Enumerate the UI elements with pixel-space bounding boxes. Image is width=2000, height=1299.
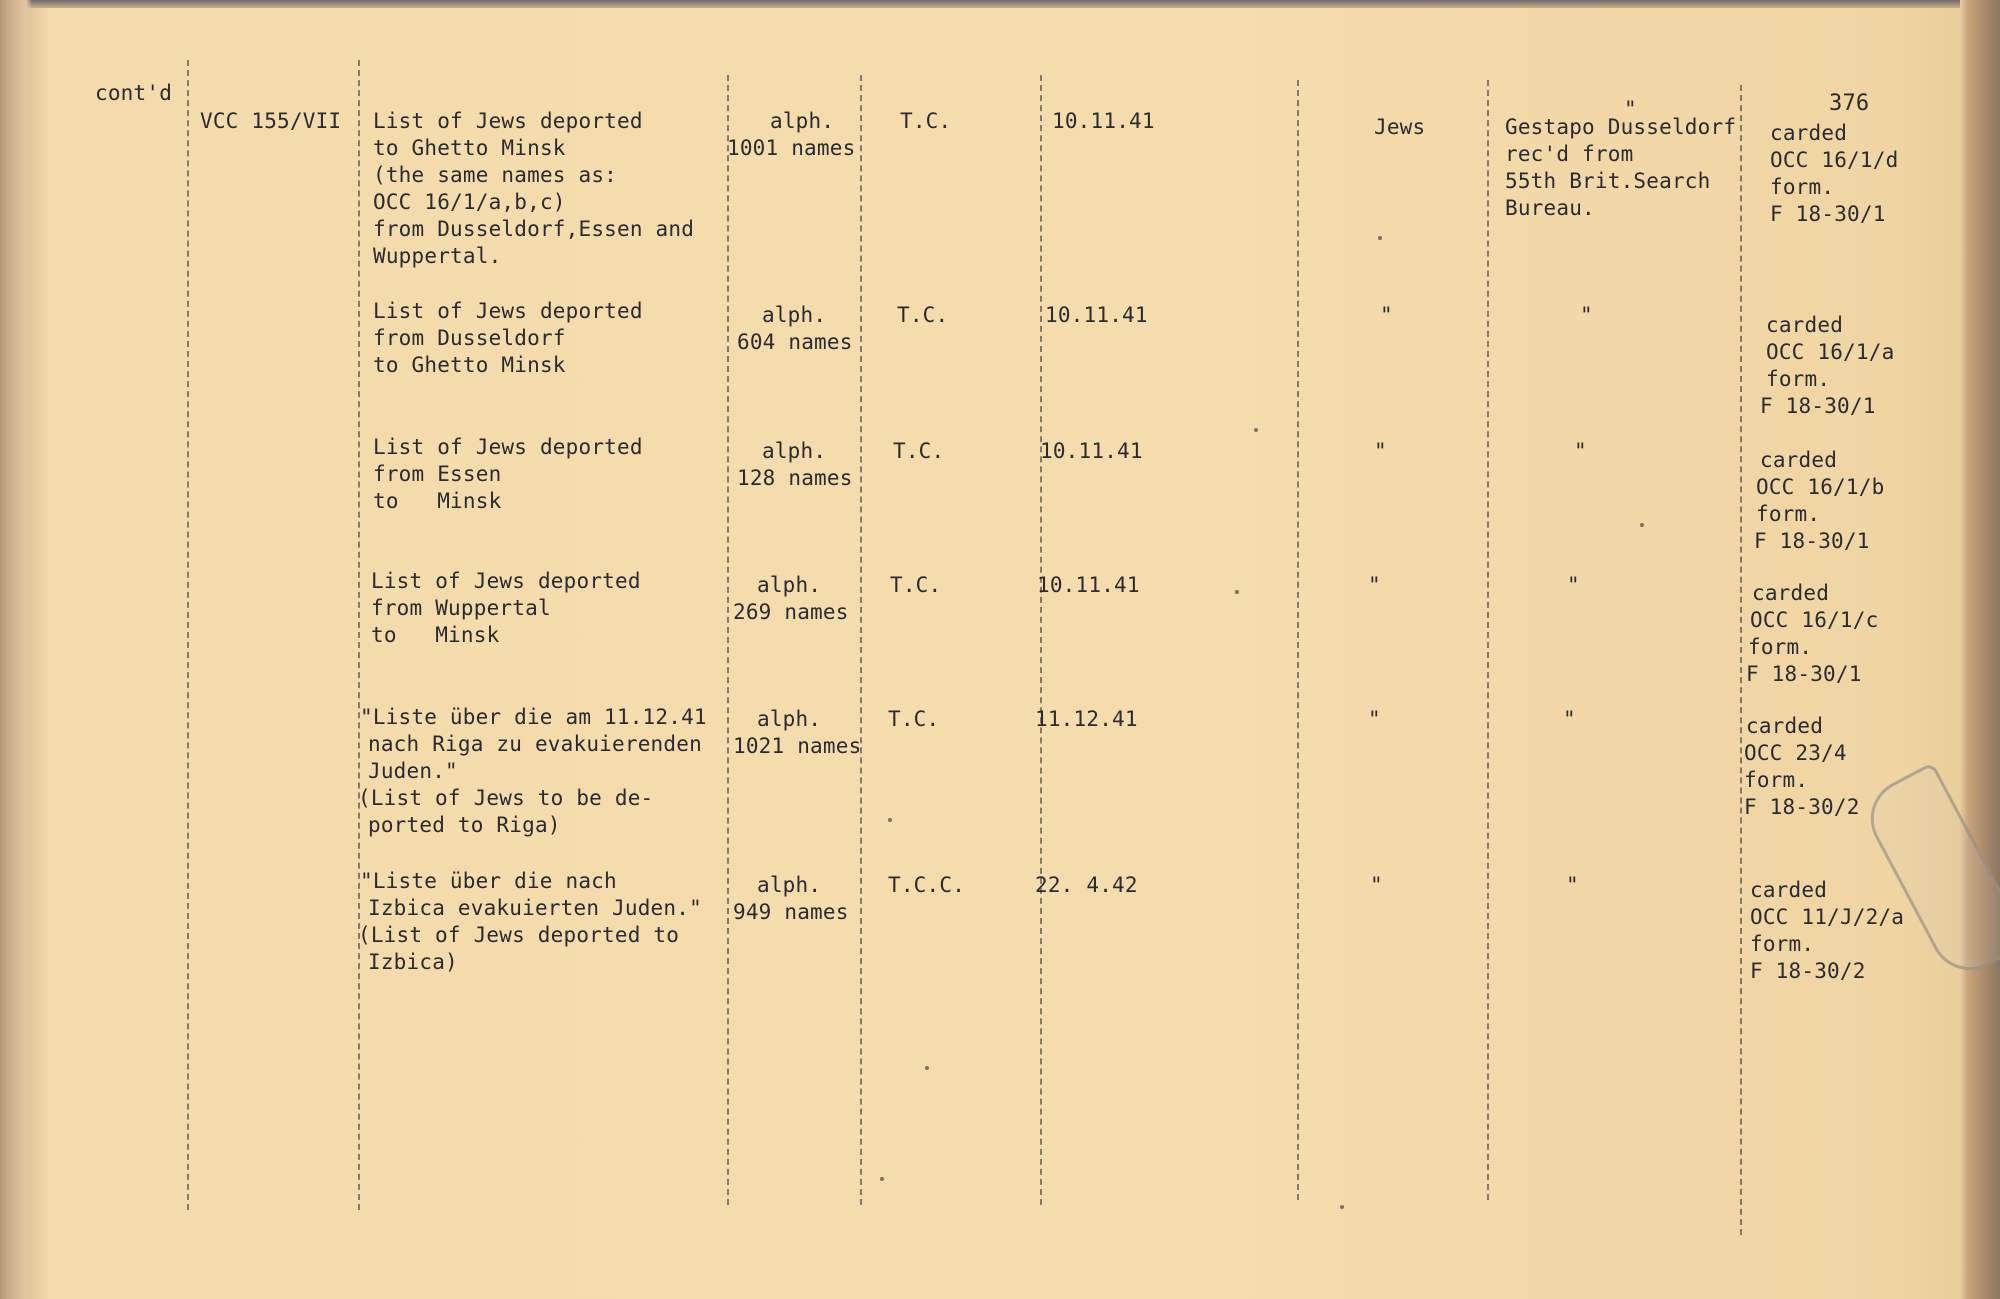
date-cell: 10.11.41 — [1045, 303, 1148, 327]
remarks-line: carded — [1752, 581, 1830, 605]
arrangement-line: alph. — [762, 439, 827, 463]
remarks-line: form. — [1750, 932, 1815, 956]
remarks-line: form. — [1766, 367, 1831, 391]
description-line: (List of Jews to be de- — [358, 786, 654, 810]
type-cell: T.C. — [893, 439, 945, 463]
remarks-line: F 18-30/2 — [1744, 795, 1860, 819]
description-line: "Liste über die am 11.12.41 — [360, 705, 707, 729]
column-rule — [1040, 75, 1042, 1205]
description-line: List of Jews deported — [371, 569, 641, 593]
description-line: from Dusseldorf,Essen and — [373, 217, 695, 241]
page-number: 376 — [1829, 91, 1870, 116]
description-line: "Liste über die nach — [360, 869, 617, 893]
ink-speck — [1235, 590, 1239, 594]
contd-label: cont'd — [95, 81, 173, 105]
description-line: to Ghetto Minsk — [373, 136, 566, 160]
remarks-line: OCC 16/1/c — [1750, 608, 1879, 632]
ink-speck — [925, 1066, 929, 1070]
type-cell: T.C. — [900, 109, 952, 133]
remarks-line: OCC 23/4 — [1744, 741, 1847, 765]
column-rule — [358, 60, 360, 1210]
description-line: nach Riga zu evakuierenden — [368, 732, 702, 756]
column-rule — [727, 75, 729, 1205]
remarks-line: form. — [1756, 502, 1821, 526]
remarks-line: OCC 16/1/d — [1770, 148, 1899, 172]
type-cell: T.C. — [890, 573, 942, 597]
subject-cell: " — [1370, 873, 1383, 897]
remarks-line: form. — [1748, 635, 1813, 659]
remarks-line: OCC 11/J/2/a — [1750, 905, 1905, 929]
column-rule — [860, 75, 862, 1205]
description-line: from Wuppertal — [371, 596, 551, 620]
type-cell: T.C. — [897, 303, 949, 327]
paper-clip — [1857, 762, 2000, 984]
description-line: from Essen — [373, 462, 502, 486]
source-line: 55th Brit.Search — [1505, 169, 1711, 193]
description-line: to Minsk — [373, 489, 502, 513]
arrangement-line: 1021 names — [733, 734, 862, 758]
ink-speck — [1254, 428, 1258, 432]
ink-speck — [880, 1177, 884, 1181]
subject-cell: " — [1380, 303, 1393, 327]
description-line: OCC 16/1/a,b,c) — [373, 190, 566, 214]
description-line: to Ghetto Minsk — [373, 353, 566, 377]
arrangement-line: 1001 names — [727, 136, 856, 160]
source-line: Bureau. — [1505, 196, 1595, 220]
subject-cell: " — [1368, 707, 1381, 731]
date-cell: 22. 4.42 — [1035, 873, 1138, 897]
description-line: (List of Jews deported to — [358, 923, 680, 947]
source-line: " — [1563, 707, 1576, 731]
description-line: List of Jews deported — [373, 299, 643, 323]
source-line: " — [1567, 573, 1580, 597]
description-line: List of Jews deported — [373, 435, 643, 459]
date-cell: 10.11.41 — [1040, 439, 1143, 463]
remarks-line: carded — [1746, 714, 1824, 738]
description-line: ported to Riga) — [368, 813, 561, 837]
arrangement-line: alph. — [770, 109, 835, 133]
subject-cell: Jews — [1374, 115, 1426, 139]
ink-speck — [1340, 1205, 1344, 1209]
remarks-line: carded — [1770, 121, 1848, 145]
arrangement-line: 604 names — [737, 330, 853, 354]
column-rule — [1740, 85, 1742, 1235]
remarks-line: OCC 16/1/a — [1766, 340, 1895, 364]
remarks-line: F 18-30/2 — [1750, 959, 1866, 983]
description-line: Wuppertal. — [373, 244, 502, 268]
arrangement-line: alph. — [757, 873, 822, 897]
arrangement-line: alph. — [757, 707, 822, 731]
subject-cell: " — [1368, 573, 1381, 597]
book-binding-shadow — [0, 0, 32, 1299]
remarks-line: form. — [1744, 768, 1809, 792]
reference-number: VCC 155/VII — [200, 109, 342, 133]
description-line: (the same names as: — [373, 163, 618, 187]
remarks-line: carded — [1766, 313, 1844, 337]
remarks-line: F 18-30/1 — [1754, 529, 1870, 553]
subject-cell: " — [1374, 439, 1387, 463]
remarks-line: carded — [1750, 878, 1828, 902]
date-cell: 10.11.41 — [1037, 573, 1140, 597]
date-cell: 11.12.41 — [1035, 707, 1138, 731]
description-line: Izbica) — [368, 950, 458, 974]
column-rule — [187, 60, 189, 1210]
ditto-mark: " — [1624, 97, 1637, 121]
arrangement-line: alph. — [762, 303, 827, 327]
source-line: " — [1566, 873, 1579, 897]
column-rule — [1297, 80, 1299, 1200]
arrangement-line: 128 names — [737, 466, 853, 490]
description-line: List of Jews deported — [373, 109, 643, 133]
ink-speck — [888, 818, 892, 822]
ink-speck — [1640, 523, 1644, 527]
arrangement-line: 269 names — [733, 600, 849, 624]
date-cell: 10.11.41 — [1052, 109, 1155, 133]
description-line: from Dusseldorf — [373, 326, 566, 350]
description-line: to Minsk — [371, 623, 500, 647]
description-line: Izbica evakuierten Juden." — [368, 896, 702, 920]
ink-speck — [1378, 236, 1382, 240]
remarks-line: F 18-30/1 — [1770, 202, 1886, 226]
remarks-line: OCC 16/1/b — [1756, 475, 1885, 499]
type-cell: T.C. — [888, 707, 940, 731]
remarks-line: form. — [1770, 175, 1835, 199]
source-line: Gestapo Dusseldorf — [1505, 115, 1737, 139]
remarks-line: carded — [1760, 448, 1838, 472]
remarks-line: F 18-30/1 — [1746, 662, 1862, 686]
column-rule — [1487, 80, 1489, 1200]
arrangement-line: 949 names — [733, 900, 849, 924]
source-line: " — [1574, 439, 1587, 463]
description-line: Juden." — [368, 759, 458, 783]
remarks-line: F 18-30/1 — [1760, 394, 1876, 418]
type-cell: T.C.C. — [888, 873, 966, 897]
source-line: " — [1580, 303, 1593, 327]
arrangement-line: alph. — [757, 573, 822, 597]
source-line: rec'd from — [1505, 142, 1634, 166]
